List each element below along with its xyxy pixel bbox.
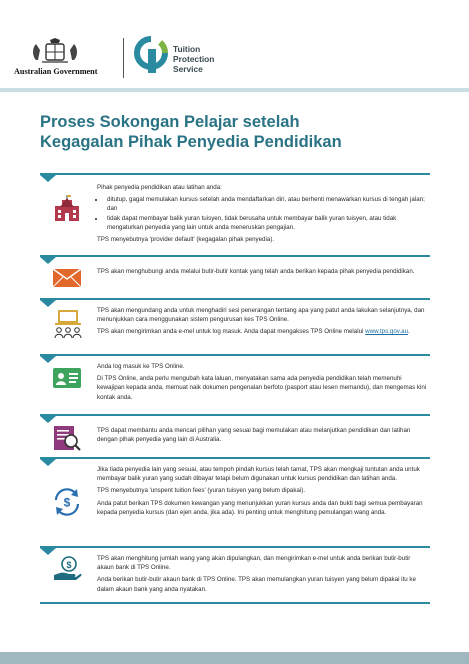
- section-arrow: [40, 459, 56, 466]
- tps-logo-icon: [134, 35, 168, 77]
- page-header: [0, 0, 469, 88]
- envelope-icon: [52, 267, 82, 289]
- section-text: TPS dapat membantu anda mencari pilihan yang sesuai bagi memulakan atau melanjutkan pendidikan dan latihan dengan pihak penyedia yang lain di Australia.: [97, 427, 411, 444]
- tps-website-link[interactable]: www.tps.gov.au: [365, 328, 409, 336]
- id-card-icon: [52, 366, 82, 390]
- section-divider: [40, 457, 430, 459]
- section-text: Pihak penyedia pendidikan atau latihan anda: • ditutup, gagal memulakan kursus setelah anda mendaftarkan diri, atau berhenti menawarkan kursus di tengah jalan; dan • tidak dapat membayar balik yuran tuisyen, tidak berusaha untuk membayar balik yuran tuisyen, atau tidak mengaturkan penyedia yang lain untuk anda meneruskan pengajian. TPS menyebutnya 'provider default' (kegagalan pihak penyedia).: [97, 183, 427, 247]
- section-text: TPS akan mengundang anda untuk menghadiri sesi penerangan tentang apa yang patut anda lakukan selanjutnya, dan menunjukkan cara menggunakan sistem pengurusan kes TPS Online. TPS akan mengirimkan anda e-mel untuk log masuk. Anda dapat mengakses TPS Online melalui www.tps.gov.au.: [97, 307, 425, 336]
- svg-text:$: $: [63, 495, 71, 510]
- money-cycle-icon: [52, 487, 82, 517]
- section-arrow: [40, 175, 56, 182]
- school-building-icon: [52, 195, 82, 223]
- page-title: Proses Sokongan Pelajar setelah Kegagalan Pihak Penyedia Pendidikan: [40, 113, 342, 151]
- government-name: Australian Government: [14, 67, 98, 76]
- svg-text:$: $: [66, 560, 72, 570]
- coat-of-arms-icon: [28, 38, 82, 66]
- section-arrow: [40, 257, 56, 264]
- section-divider: [40, 414, 430, 416]
- section-divider: [40, 546, 430, 548]
- hand-money-icon: [52, 556, 82, 582]
- section-divider: [40, 255, 430, 257]
- list-item: • ditutup, gagal memulakan kursus setelah anda mendaftarkan diri, atau berhenti menawarkan kursus di tengah jalan; dan: [105, 195, 427, 213]
- section-text: TPS akan menghitung jumlah wang yang akan dipulangkan, dan mengirimkan e-mel untuk anda berikan butir-butir akaun bank di TPS Online. Anda berikan butir-butir akaun bank di TPS Online. TPS akan memulangkan yuran tuisyen yang belum dipakai itu ke dalam akaun bank yang anda nyatakan.: [97, 555, 416, 593]
- header-divider: [123, 38, 124, 78]
- laptop-people-icon: [52, 308, 84, 340]
- section-text: Anda log masuk ke TPS Online. Di TPS Online, anda perlu mengubah kata laluan, menyatakan sama ada penyedia pendidikan telah memenuhi kewajipan kepada anda, memuat naik dokumen pengenalan berfoto (pasport atau lesen memandu), dan mengemas kini kontak anda.: [97, 363, 427, 401]
- section-divider: [40, 602, 430, 604]
- section-text: Jika tiada penyedia lain yang sesuai, atau tempoh pindah kursus telah tamat, TPS akan mengkaji tuntutan anda untuk membayar balik yuran yang sudah dibayar tetapi belum digunakan untuk kursus pendidikan dan latihan anda. TPS menyebutnya 'unspent tuition fees' (yuran tuisyen yang belum dipakai). Anda patut berikan TPS dokumen kewangan yang menunjukkan yuran kursus anda dan bukti bagi semua pembayaran kepada penyedia kursus (dan ejen anda, jika ada). Ini penting untuk menghitung pemulangan wang anda.: [97, 466, 423, 516]
- section-divider: [40, 298, 430, 300]
- search-document-icon: [52, 424, 82, 452]
- header-band: [0, 88, 469, 92]
- section-arrow: [40, 300, 56, 307]
- section-arrow: [40, 356, 56, 363]
- section-arrow: [40, 548, 56, 555]
- section-divider: [40, 173, 430, 175]
- section-arrow: [40, 416, 56, 423]
- footer-band: [0, 652, 469, 664]
- list-item: • tidak dapat membayar balik yuran tuisyen, tidak berusaha untuk membayar balik yuran tuisyen, atau tidak mengaturkan penyedia yang lain untuk anda meneruskan pengajian.: [105, 214, 427, 232]
- condition-list: [97, 195, 427, 232]
- tps-wordmark: Tuition Protection Service: [173, 44, 215, 74]
- section-text: TPS akan menghubungi anda melalui butir-butir kontak yang telah anda berikan kepada pihak penyedia pendidikan.: [97, 268, 415, 275]
- section-divider: [40, 354, 430, 356]
